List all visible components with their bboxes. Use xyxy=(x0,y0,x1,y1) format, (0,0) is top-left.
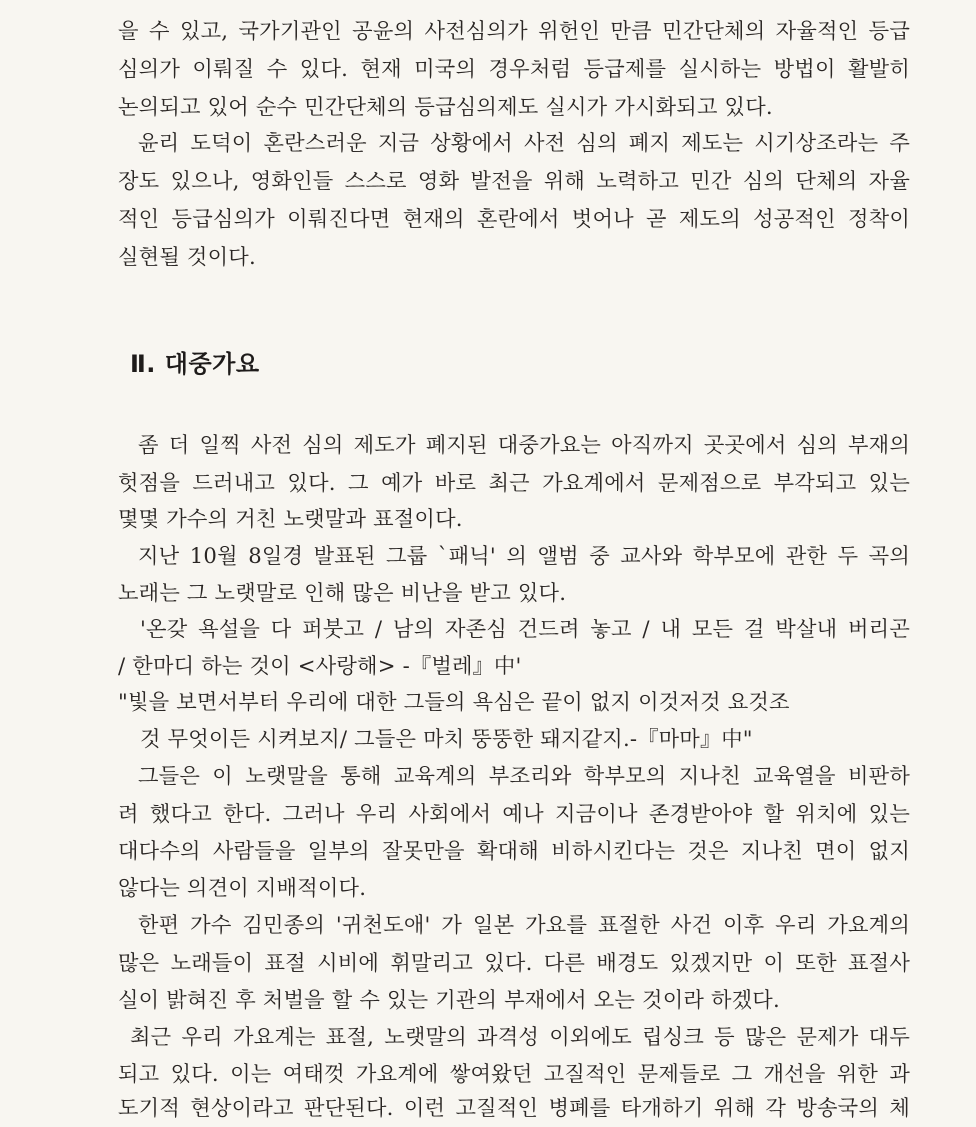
body-text-line: 한편 가수 김민종의 '귀천도애' 가 일본 가요를 표절한 사건 이후 우리 가요계의 xyxy=(138,912,910,937)
body-text-line: 헛점을 드러내고 있다. 그 예가 바로 최근 가요계에서 문제점으로 부각되고 있는 xyxy=(118,470,910,495)
body-text-line: 적인 등급심의가 이뤄진다면 현재의 혼란에서 벗어나 곧 제도의 성공적인 정착이 xyxy=(118,206,910,231)
lyric-quote-line: / 한마디 하는 것이 <사랑해> -『벌레』中' xyxy=(118,653,522,678)
body-text-line: 논의되고 있어 순수 민간단체의 등급심의제도 실시가 가시화되고 있다. xyxy=(118,94,773,119)
body-text-line: 최근 우리 가요계는 표절, 노랫말의 과격성 이외에도 립싱크 등 많은 문제가 대두 xyxy=(130,1024,910,1049)
body-text-line: 않다는 의견이 지배적이다. xyxy=(118,875,367,900)
body-text-line: 노래는 그 노랫말로 인해 많은 비난을 받고 있다. xyxy=(118,580,567,605)
body-text-line: 장도 있으나, 영화인들 스스로 영화 발전을 위해 노력하고 민간 심의 단체의 자율 xyxy=(118,168,910,193)
body-text-line: 실이 밝혀진 후 처벌을 할 수 있는 기관의 부재에서 오는 것이라 하겠다. xyxy=(118,987,780,1012)
body-text-line: 려 했다고 한다. 그러나 우리 사회에서 예나 지금이나 존경받아야 할 위치에 있는 xyxy=(118,801,910,826)
section-heading: Ⅱ. 대중가요 xyxy=(130,350,260,378)
body-text-line: 을 수 있고, 국가기관인 공윤의 사전심의가 위헌인 만큼 민간단체의 자율적인 등급 xyxy=(118,18,910,43)
body-text-line: 도기적 현상이라고 판단된다. 이런 고질적인 병폐를 타개하기 위해 각 방송국의 체 xyxy=(118,1095,910,1120)
lyric-quote-line: '온갖 욕설을 다 퍼붓고 / 남의 자존심 건드려 놓고 / 내 모든 걸 박살내 버리곤 xyxy=(140,616,910,641)
body-text-line: 지난 10월 8일경 발표된 그룹 `패닉' 의 앨범 중 교사와 학부모에 관한 두 곡의 xyxy=(138,543,910,568)
body-text-line: 그들은 이 노랫말을 통해 교육계의 부조리와 학부모의 지나친 교육열을 비판하 xyxy=(138,763,910,788)
body-text-line: 되고 있다. 이는 여태껏 가요계에 쌓여왔던 고질적인 문제들로 그 개선을 위한 과 xyxy=(118,1061,910,1086)
body-text-line: 좀 더 일찍 사전 심의 제도가 폐지된 대중가요는 아직까지 곳곳에서 심의 부재의 xyxy=(138,432,910,457)
body-text-line: 실현될 것이다. xyxy=(118,244,256,269)
body-text-line: 많은 노래들이 표절 시비에 휘말리고 있다. 다른 배경도 있겠지만 이 또한 표절사 xyxy=(118,950,910,975)
lyric-quote-line: "빛을 보면서부터 우리에 대한 그들의 욕심은 끝이 없지 이것저것 요것조 xyxy=(118,689,790,714)
lyric-quote-line: 것 무엇이든 시켜보지/ 그들은 마치 뚱뚱한 돼지같지.-『마마』中" xyxy=(140,726,753,751)
body-text-line: 몇몇 가수의 거친 노랫말과 표절이다. xyxy=(118,506,463,531)
body-text-line: 심의가 이뤄질 수 있다. 현재 미국의 경우처럼 등급제를 실시하는 방법이 활발히 xyxy=(118,56,910,81)
body-text-line: 대다수의 사람들을 일부의 잘못만을 확대해 비하시킨다는 것은 지나친 면이 없지 xyxy=(118,838,910,863)
body-text-line: 윤리 도덕이 혼란스러운 지금 상황에서 사전 심의 폐지 제도는 시기상조라는 주 xyxy=(138,130,910,155)
